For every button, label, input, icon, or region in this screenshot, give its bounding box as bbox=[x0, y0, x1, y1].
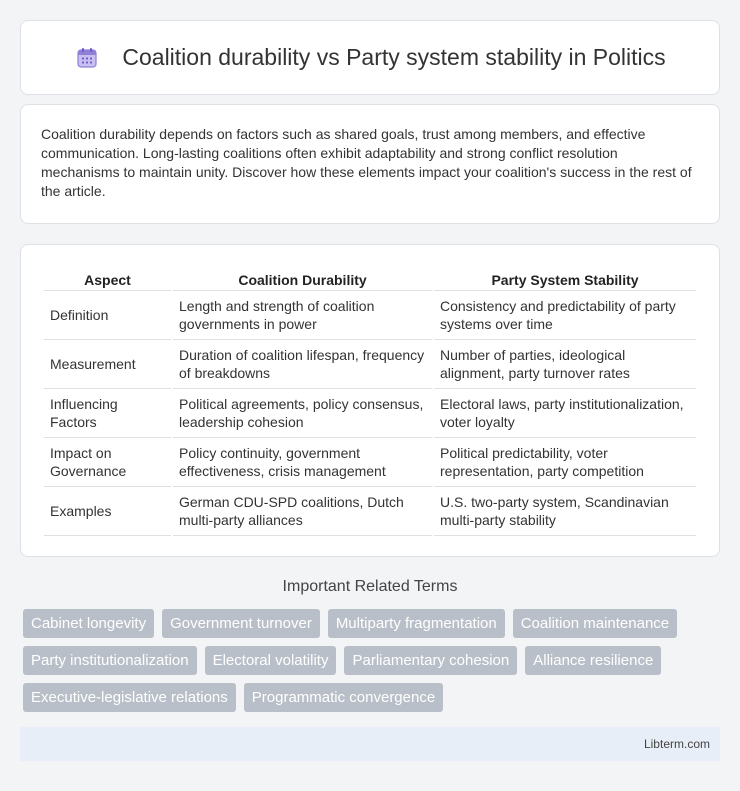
table-cell: Measurement bbox=[44, 340, 171, 389]
related-term-tag[interactable]: Government turnover bbox=[162, 609, 320, 638]
table-cell: Political agreements, policy consensus, leadership cohesion bbox=[173, 389, 432, 438]
table-row bbox=[44, 487, 696, 536]
calendar-icon bbox=[74, 45, 100, 71]
table-cell: Influencing Factors bbox=[44, 389, 171, 438]
table-header: Coalition Durability bbox=[173, 265, 432, 291]
table-cell: Electoral laws, party institutionalization, voter loyalty bbox=[434, 389, 696, 438]
table-header: Party System Stability bbox=[434, 265, 696, 291]
related-term-tag[interactable]: Alliance resilience bbox=[525, 646, 661, 675]
table-cell: German CDU-SPD coalitions, Dutch multi-party alliances bbox=[173, 487, 432, 536]
table-cell: Definition bbox=[44, 291, 171, 340]
table-header: Aspect bbox=[44, 265, 171, 291]
table-cell: Length and strength of coalition governments in power bbox=[173, 291, 432, 340]
footer-site-link[interactable]: Libterm.com bbox=[643, 737, 710, 751]
table-row bbox=[44, 438, 696, 487]
related-term-tag[interactable]: Electoral volatility bbox=[205, 646, 337, 675]
table-cell: Impact on Governance bbox=[44, 438, 171, 487]
table-header-row bbox=[44, 265, 696, 291]
table-row bbox=[44, 340, 696, 389]
table-cell: Political predictability, voter representation, party competition bbox=[434, 438, 696, 487]
intro-card bbox=[20, 104, 720, 224]
related-term-tag[interactable]: Programmatic convergence bbox=[244, 683, 443, 712]
related-terms-title: Important Related Terms bbox=[282, 578, 458, 595]
header-card bbox=[20, 20, 720, 95]
related-term-tag[interactable]: Party institutionalization bbox=[23, 646, 197, 675]
related-term-tag[interactable]: Multiparty fragmentation bbox=[328, 609, 505, 638]
footer bbox=[20, 727, 720, 761]
table-cell: Consistency and predictability of party systems over time bbox=[434, 291, 696, 340]
table-cell: Examples bbox=[44, 487, 171, 536]
page-title: Coalition durability vs Party system stability in Politics bbox=[122, 44, 666, 70]
table-cell: U.S. two-party system, Scandinavian multi-party stability bbox=[434, 487, 696, 536]
related-term-tag[interactable]: Executive-legislative relations bbox=[23, 683, 236, 712]
table-row bbox=[44, 389, 696, 438]
related-term-tag[interactable]: Cabinet longevity bbox=[23, 609, 154, 638]
intro-text: Coalition durability depends on factors such as shared goals, trust among members, and effective communication. Long-lasting coalitions often exhibit adaptability and strong conflict resolution mechanisms to maintain unity. Discover how these elements impact your coalition's success in the rest of the article. bbox=[41, 126, 692, 199]
table-cell: Number of parties, ideological alignment, party turnover rates bbox=[434, 340, 696, 389]
comparison-table-card bbox=[20, 244, 720, 557]
table-cell: Duration of coalition lifespan, frequency of breakdowns bbox=[173, 340, 432, 389]
related-terms-list bbox=[23, 609, 723, 712]
related-term-tag[interactable]: Parliamentary cohesion bbox=[344, 646, 517, 675]
comparison-table bbox=[42, 265, 698, 536]
related-term-tag[interactable]: Coalition maintenance bbox=[513, 609, 677, 638]
table-row bbox=[44, 291, 696, 340]
table-cell: Policy continuity, government effectiveness, crisis management bbox=[173, 438, 432, 487]
